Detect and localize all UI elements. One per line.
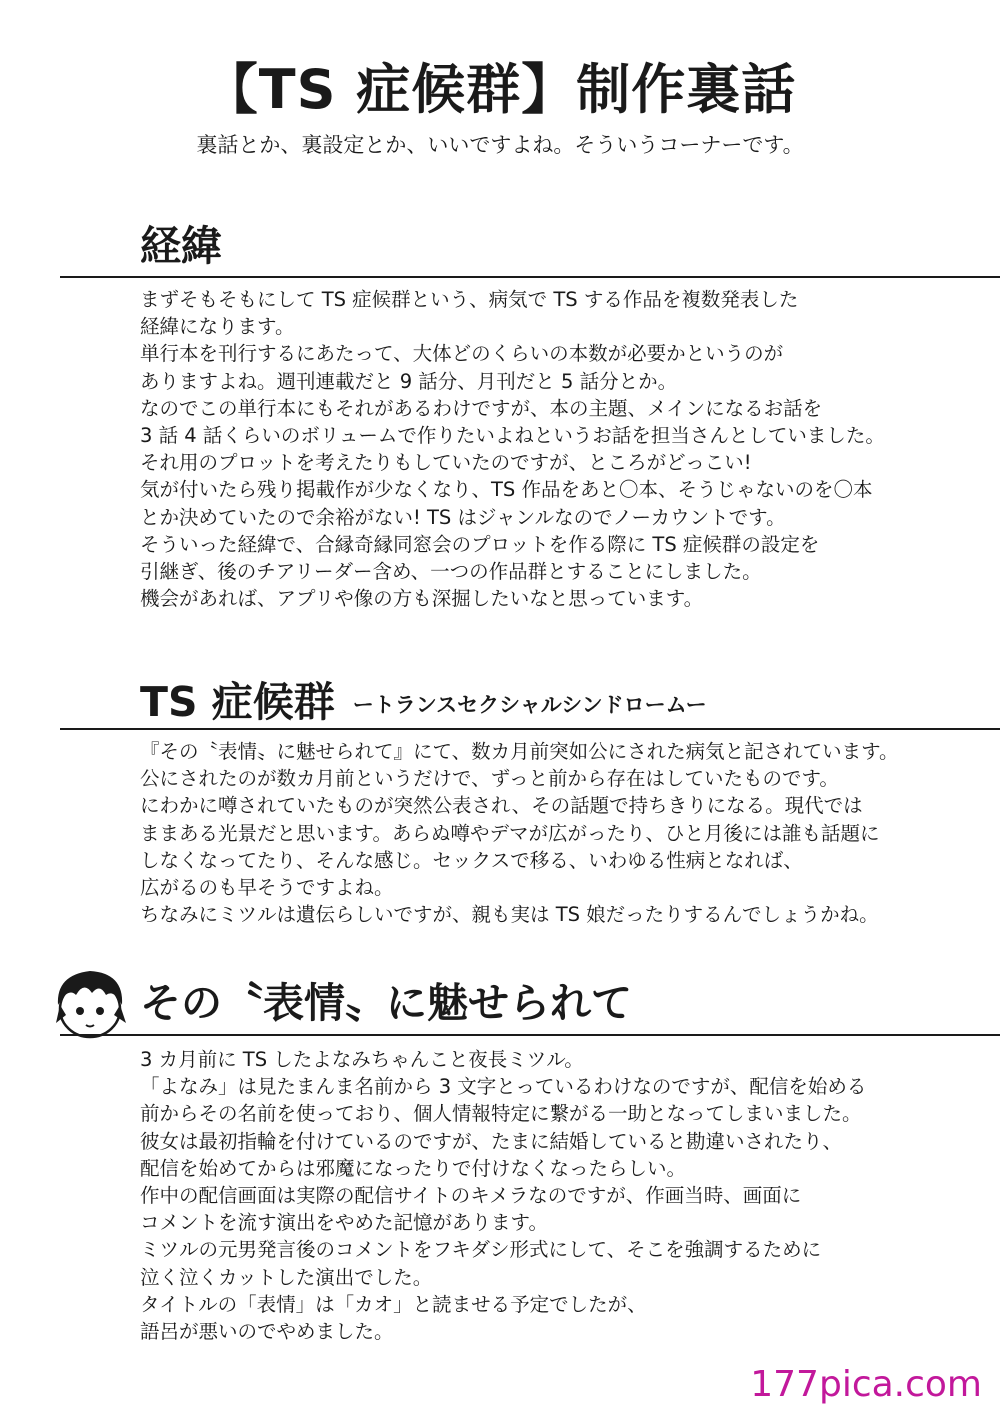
body-line: 語呂が悪いのでやめました。 — [140, 1320, 394, 1344]
body-line: 「よなみ」は見たまんま名前から 3 文字とっているわけなのですが、配信を始める — [140, 1075, 867, 1099]
section-heading-ts-syndrome — [140, 674, 707, 733]
body-line: なのでこの単行本にもそれがあるわけですが、本の主題、メインになるお話を — [140, 396, 823, 420]
body-line: 引継ぎ、後のチアリーダー含め、一つの作品群とすることにしました。 — [140, 560, 762, 584]
watermark: 177pica.com — [750, 1364, 982, 1405]
body-line: しなくなってたり、そんな感じ。セックスで移る、いわゆる性病となれば、 — [140, 848, 803, 872]
section-body-sono-hyoujou — [140, 1046, 920, 1345]
body-line: 泣く泣くカットした演出でした。 — [140, 1265, 433, 1289]
body-line: 気が付いたら残り掲載作が少なくなり、TS 作品をあと〇本、そうじゃないのを〇本 — [140, 478, 873, 502]
chibi-face-icon — [48, 965, 132, 1041]
body-line: 彼女は最初指輪を付けているのですが、たまに結婚していると勘違いされたり、 — [140, 1129, 843, 1153]
body-line: ちなみにミツルは遺伝らしいですが、親も実は TS 娘だったりするんでしょうかね。 — [140, 903, 879, 927]
body-line: ミツルの元男発言後のコメントをフキダシ形式にして、そこを強調するために — [140, 1238, 822, 1262]
body-line: 前からその名前を使っており、個人情報特定に繋がる一助となってしまいました。 — [140, 1102, 862, 1126]
body-line: にわかに噂されていたものが突然公表され、その話題で持ちきりになる。現代では — [140, 794, 863, 818]
body-line: 作中の配信画面は実際の配信サイトのキメラなのですが、作画当時、画面に — [140, 1184, 802, 1208]
body-line: ありますよね。週刊連載だと 9 話分、月刊だと 5 話分とか。 — [140, 369, 678, 393]
body-line: 機会があれば、アプリや像の方も深掘したいなと思っています。 — [140, 587, 704, 611]
body-line: 3 話 4 話くらいのボリュームで作りたいよねというお話を担当さんとしていました。 — [140, 424, 885, 448]
body-line: 3 カ月前に TS したよなみちゃんこと夜長ミツル。 — [140, 1048, 584, 1071]
body-line: 公にされたのが数カ月前というだけで、ずっと前から存在はしていたものです。 — [140, 767, 839, 791]
body-line: ままある光景だと思います。あらぬ噂やデマが広がったり、ひと月後には誰も話題に — [140, 821, 880, 845]
page-subtitle: 裏話とか、裏設定とか、いいですよね。そういうコーナーです。 — [196, 133, 804, 157]
body-line: 『その〝表情〟に魅せられて』にて、数カ月前突如公にされた病気と記されています。 — [140, 740, 899, 763]
section-subheading: ートランスセクシャルシンドロームー — [352, 693, 707, 717]
page-title: 【TS 症候群】制作裏話 — [203, 58, 797, 121]
body-line: タイトルの「表情」は「カオ」と読ませる予定でしたが、 — [140, 1292, 647, 1316]
section-body-ts-syndrome — [140, 738, 920, 928]
section-body-background — [140, 286, 920, 612]
body-line: 配信を始めてからは邪魔になったりで付けなくなったらしい。 — [140, 1156, 687, 1180]
body-line: まずそもそもにして TS 症候群という、病気で TS する作品を複数発表した — [140, 288, 799, 311]
section-heading-text: 経緯 — [140, 222, 222, 270]
section-heading-sono-hyoujou — [140, 975, 632, 1031]
section-divider — [60, 276, 1000, 278]
section-divider — [60, 728, 1000, 730]
body-line: とか決めていたので余裕がない! TS はジャンルなのでノーカウントです。 — [140, 505, 786, 529]
section-heading-text: その〝表情〟に魅せられて — [140, 979, 632, 1027]
section-divider — [60, 1034, 1000, 1036]
section-heading-background — [140, 218, 222, 274]
body-line: 単行本を刊行するにあたって、大体どのくらいの本数が必要かというのが — [140, 342, 784, 366]
body-line: それ用のプロットを考えたりもしていたのですが、ところがどっこい! — [140, 451, 752, 475]
body-line: 広がるのも早そうですよね。 — [140, 876, 394, 900]
body-line: コメントを流す演出をやめた記憶があります。 — [140, 1211, 548, 1235]
section-heading-text: TS 症候群 — [140, 678, 335, 726]
body-line: 経緯になります。 — [140, 315, 295, 339]
body-line: そういった経緯で、合縁奇縁同窓会のプロットを作る際に TS 症候群の設定を — [140, 532, 820, 556]
